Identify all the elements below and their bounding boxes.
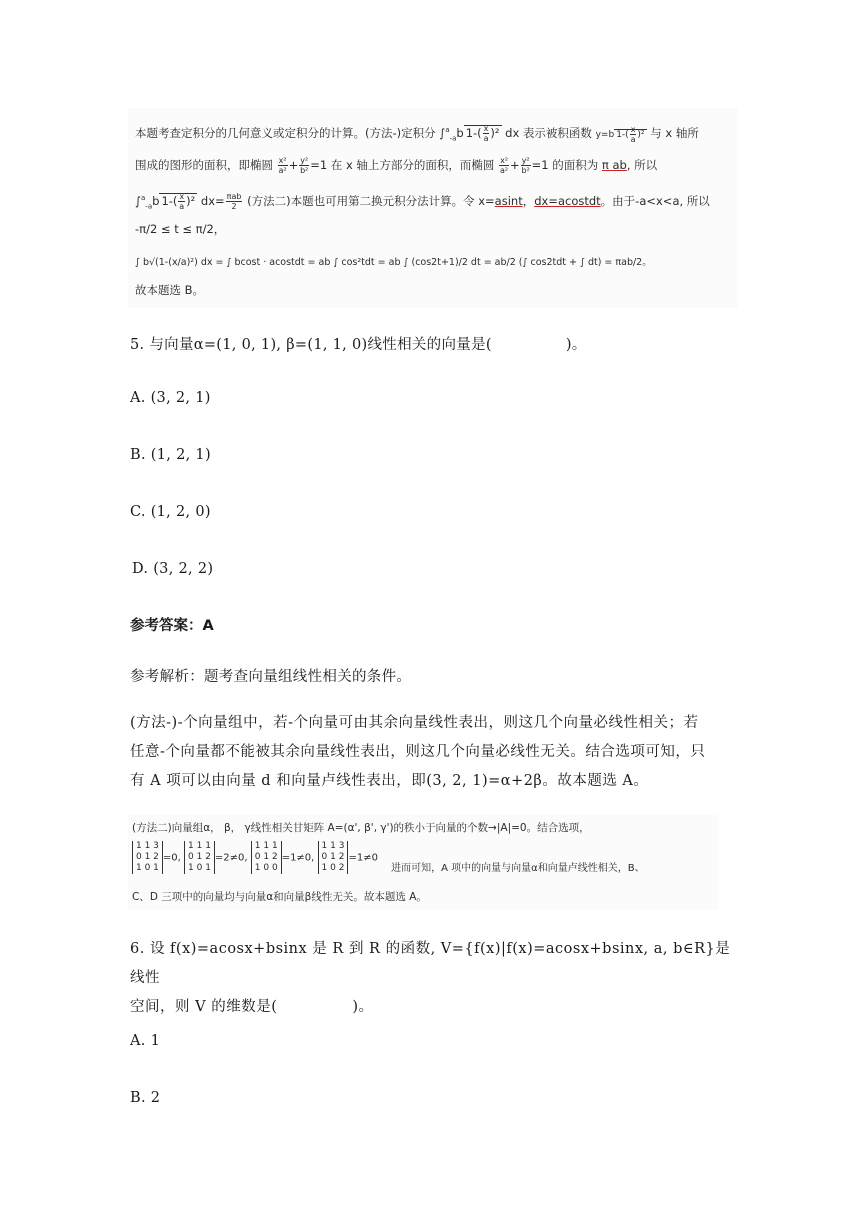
determinant-row: 0 1 2 [254,852,278,862]
determinant-row: 1 1 1 [188,841,211,851]
solution-image-1-line3: ∫$^a_{-a}$b 1-( $\frac{x}{a}$ )² dx= $\frac{\text{πab}}{2}$ (方法二)本题也可用第二换元积分法计算。令 x=asint，dx=acostdt。由于-a<x<a, 所以 [135,192,710,211]
solution-image-1-line6: 故本题选 B。 [135,283,205,297]
determinant-row: 1 0 1 [188,863,211,873]
question-5-option-b: B. (1, 2, 1) [130,447,211,463]
question-5-analysis: 参考解析：题考查向量组线性相关的条件。 [130,669,412,685]
solution-image-1-line2: 围成的图形的面积，即椭圆 $\frac{\text{x²}}{\text{a²}}$ + $\frac{\text{y²}}{\text{b²}}$ =1 在 x 轴上方部分的面积，而椭圆 $\frac{\text{x²}}{\text{a²}}$ + $\frac{\text{y²}}{\text{b²}}$ =1 的面积为 π ab, 所以 [135,156,658,175]
determinant-1 [132,841,163,874]
solution-image-1-line5: ∫ b√(1-(x/a)²) dx = ∫ bcost · acostdt = ab ∫ cos²tdt = ab ∫ (cos2t+1)/2 dt = ab/2 (∫ cos2tdt + ∫ dt) = πab/2。 [135,257,652,268]
solution-image-2-line1: (方法二)向量组α， β， γ线性相关甘矩阵 A=(α', β', γ')的秩小于向量的个数→|A|=0。结合选项， [132,822,590,834]
solution-image-1-line1: 本题考查定积分的几何意义或定积分的计算。(方法-)定积分 ∫$^a_{-a}$b 1-( $\frac{x}{a}$ )² dx 表示被积函数 y=b 1-( $\frac{x}{a}$ )² 与 x 轴所 [135,124,699,144]
question-5-option-a: A. (3, 2, 1) [130,390,211,406]
determinant-row: 0 1 2 [136,852,159,862]
integral-formula-2: ∫$^a_{-a}$b 1-( $\frac{x}{a}$ )² dx= $\frac{\text{πab}}{2}$ [135,192,242,211]
determinant-row: 1 1 3 [321,841,345,851]
solution-image-1-line4: -π/2 ≤ t ≤ π/2， [135,222,226,236]
question-6-stem: 6. 设 f(x)=acosx+bsinx 是 R 到 R 的函数, V={f(x)|f(x)=acosx+bsinx, a, b∈R}是线性 空间，则 V 的维数是( )。 [130,941,731,1015]
solution-image-2-line3: C、D 三项中的向量均与向量α和向量β线性无关。故本题选 A。 [132,891,427,903]
determinant-row: 0 1 2 [188,852,211,862]
question-5-method-1: (方法-)-个向量组中，若-个向量可由其余向量线性表出，则这几个向量必线性相关；若 任意-个向量都不能被其余向量线性表出，则这几个向量必线性无关。结合选项可知，只 有 A 项可以由向量 d 和向量卢线性表出，即(3, 2, 1)=α+2β。故本题选 A。 [130,715,706,789]
question-6-option-b: B. 2 [130,1090,161,1106]
determinant-row: 1 0 2 [321,863,345,873]
function-formula: y=b 1-( $\frac{x}{a}$ )² [595,125,645,144]
determinant-3 [251,841,282,874]
determinant-row: 0 1 2 [321,852,345,862]
question-5-option-c: C. (1, 2, 0) [130,504,211,520]
question-6-option-a: A. 1 [130,1033,161,1049]
ellipse-formula-2: $\frac{\text{x²}}{\text{a²}}$ + $\frac{\text{y²}}{\text{b²}}$ =1 [500,156,549,175]
determinant-2 [184,841,215,874]
integral-formula-1: ∫$^a_{-a}$b 1-( $\frac{x}{a}$ )² dx [439,124,520,143]
determinant-row: 1 1 3 [136,841,159,851]
determinant-row: 1 0 0 [254,863,278,873]
question-5-stem: 5. 与向量α=(1, 0, 1), β=(1, 1, 0)线性相关的向量是( )。 [130,337,587,353]
determinant-row: 1 1 1 [254,841,278,851]
ellipse-formula-1: $\frac{\text{x²}}{\text{a²}}$ + $\frac{\text{y²}}{\text{b²}}$ =1 [278,156,328,175]
solution-image-2-determinants: 1 1 3 0 1 2 1 0 1 =0, 1 1 1 0 1 2 1 0 1 =2≠0, 1 1 1 0 1 2 1 0 0 =1≠0, 1 1 3 0 1 2 1 0 2 =1≠0 进而可知，A 项中的向量与向量α和向量卢线性相关，B、 [132,841,645,874]
determinant-row: 1 0 1 [136,863,159,873]
question-5-option-d: D. (3, 2, 2) [132,561,214,577]
determinant-4 [318,841,349,874]
question-5-answer: 参考答案：A [130,618,214,634]
